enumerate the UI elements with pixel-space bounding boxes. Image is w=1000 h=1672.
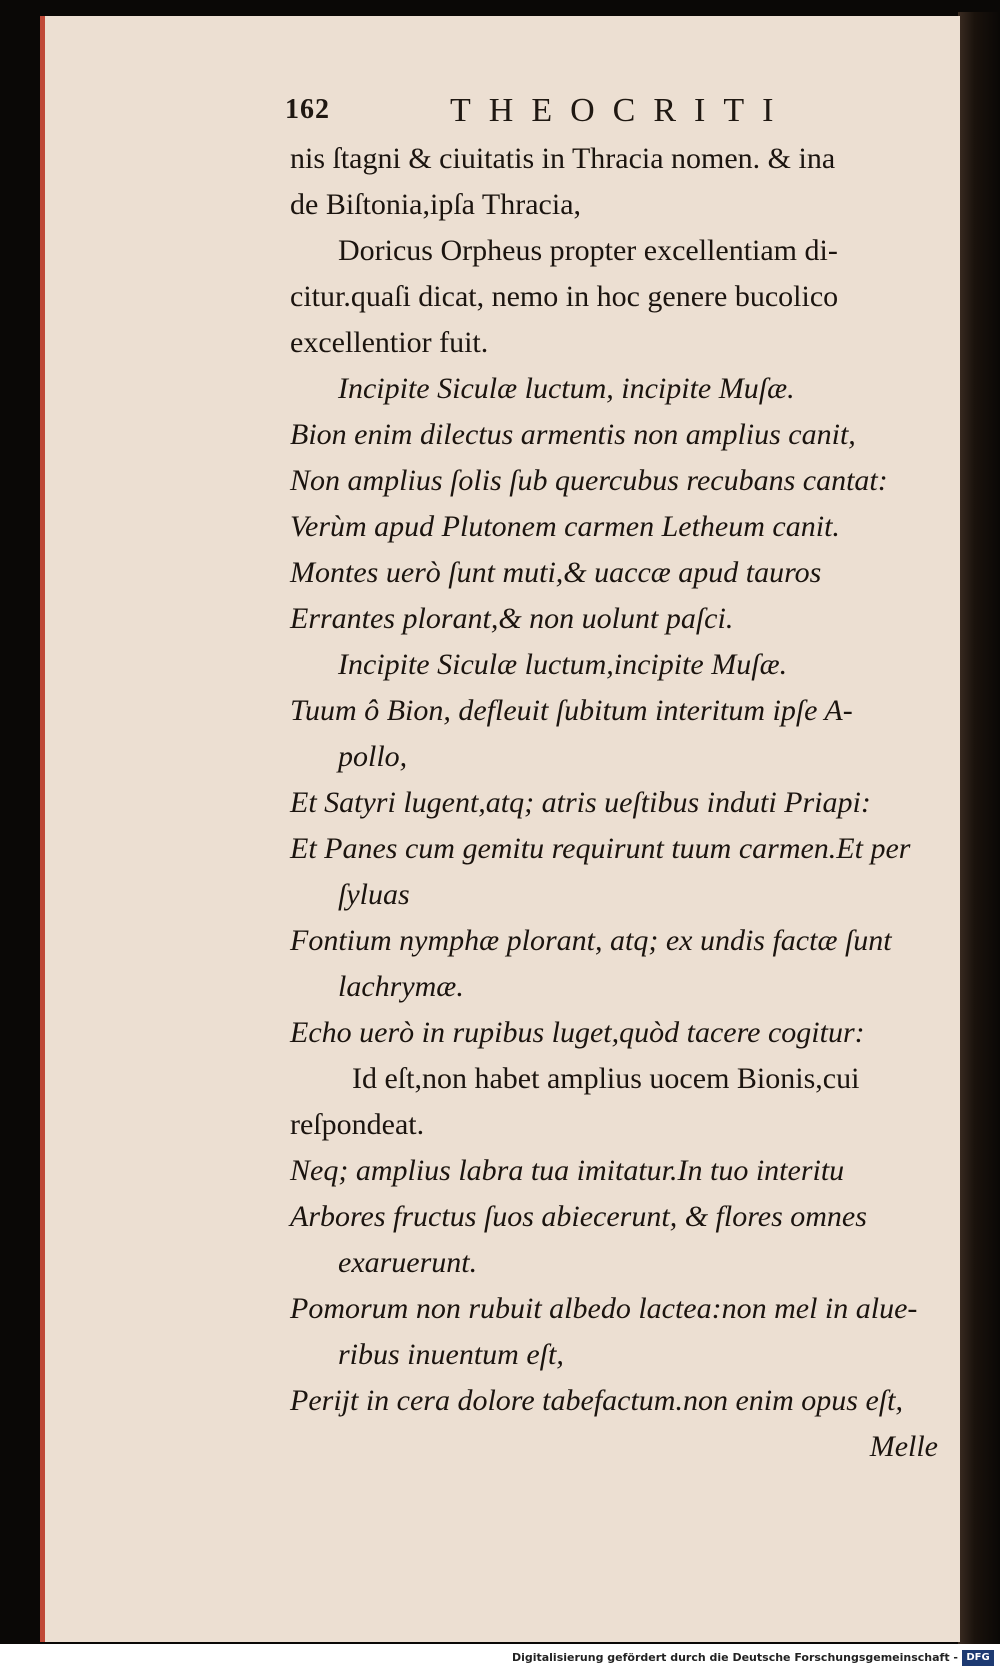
text-line: ribus inuentum eſt, xyxy=(338,1338,564,1371)
text-line: nis ſtagni & ciuitatis in Thracia nomen. & ina xyxy=(290,142,836,175)
text-line: ſyluas xyxy=(338,878,410,911)
text-line: exaruerunt. xyxy=(338,1246,478,1279)
text-line: lachrymæ. xyxy=(338,970,464,1003)
text-line: Arbores fructus ſuos abiecerunt, & flores omnes xyxy=(290,1200,867,1233)
funding-credit: Digitalisierung gefördert durch die Deutsche Forschungsgemeinschaft - xyxy=(511,1651,958,1664)
text-line: Errantes plorant,& non uolunt paſci. xyxy=(290,602,734,635)
text-line: Tuum ô Bion, defleuit ſubitum interitum ipſe A- xyxy=(290,694,853,727)
text-line: Id eſt,non habet amplius uocem Bionis,cui xyxy=(352,1062,860,1095)
text-line: Non amplius ſolis ſub quercubus recubans cantat: xyxy=(290,464,888,497)
text-line: Bion enim dilectus armentis non amplius canit, xyxy=(290,418,856,451)
text-line: Neq; amplius labra tua imitatur.In tuo interitu xyxy=(290,1154,845,1187)
text-line: Doricus Orpheus propter excellentiam di- xyxy=(338,234,838,267)
text-line: Verùm apud Plutonem carmen Letheum canit. xyxy=(290,510,840,543)
text-line: Montes uerò ſunt muti,& uaccæ apud tauros xyxy=(290,556,822,589)
text-line: excellentior fuit. xyxy=(290,326,489,359)
catchword: Melle xyxy=(869,1430,938,1463)
dfg-logo: DFG xyxy=(962,1650,994,1666)
text-line: Incipite Siculæ luctum, incipite Muſæ. xyxy=(338,372,795,405)
text-line: Fontium nymphæ plorant, atq; ex undis factæ ſunt xyxy=(290,924,892,957)
text-line: de Biſtonia,ipſa Thracia, xyxy=(290,188,582,221)
body-text xyxy=(290,136,950,1470)
text-line: Et Satyri lugent,atq; atris ueſtibus induti Priapi: xyxy=(290,786,871,819)
text-line: Perijt in cera dolore tabefactum.non enim opus eſt, xyxy=(290,1384,903,1417)
book-binding-edge xyxy=(958,12,1000,1644)
text-line: reſpondeat. xyxy=(290,1108,425,1141)
text-line: citur.quaſi dicat, nemo in hoc genere bucolico xyxy=(290,280,839,313)
digitization-footer xyxy=(0,1644,1000,1672)
text-line: Echo uerò in rupibus luget,quòd tacere cogitur: xyxy=(290,1016,865,1049)
text-line: pollo, xyxy=(338,740,408,773)
page-header xyxy=(285,92,825,132)
running-head: THEOCRITI xyxy=(450,92,792,129)
text-line: Incipite Siculæ luctum,incipite Muſæ. xyxy=(338,648,788,681)
text-line: Pomorum non rubuit albedo lactea:non mel in alue‑ xyxy=(290,1292,918,1325)
page-number: 162 xyxy=(285,94,330,125)
text-line: Et Panes cum gemitu requirunt tuum carmen.Et per xyxy=(290,832,911,865)
